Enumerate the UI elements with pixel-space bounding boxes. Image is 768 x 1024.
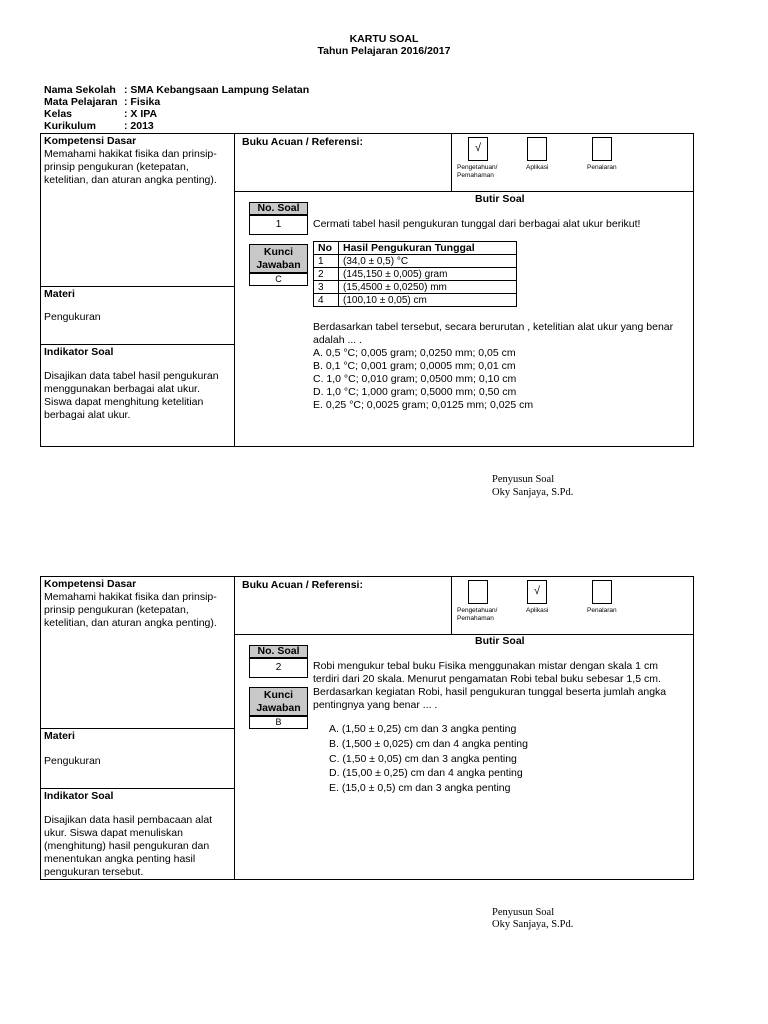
- kunci-jawaban-value: B: [249, 716, 308, 729]
- checkbox-pengetahuan[interactable]: √: [468, 137, 488, 161]
- card2-reference-row: [234, 577, 693, 635]
- checkbox-penalaran[interactable]: [592, 137, 612, 161]
- card1-left-column: [41, 134, 235, 446]
- card-title: KARTU SOAL: [349, 33, 419, 45]
- label-pengetahuan: Pengetahuan/ Pemahaman: [457, 164, 498, 179]
- materi-section: [41, 286, 234, 345]
- question-text: Cermati tabel hasil pengukuran tunggal dari berbagai alat ukur berikut!: [313, 218, 641, 230]
- kompetensi-label: Kompetensi Dasar: [44, 135, 137, 147]
- no-soal-label: No. Soal: [249, 645, 308, 658]
- indikator-text: Disajikan data hasil pembacaan alat ukur. Siswa dapat menuliskan (menghitung) hasil pengukuran dan menentukan angka penting hasil pengukuran tersebut.: [44, 814, 213, 878]
- kompetensi-text: Memahami hakikat fisika dan prinsip- prinsip pengukuran (ketepatan, ketelitian, dan aturan angka penting).: [44, 591, 217, 629]
- kompetensi-label: Kompetensi Dasar: [44, 578, 137, 590]
- kunci-jawaban-label: Kunci Jawaban: [249, 244, 308, 273]
- buku-acuan-label: Buku Acuan / Referensi:: [242, 579, 363, 591]
- indikator-section: [41, 788, 234, 879]
- option-a[interactable]: A. 0,5 °C; 0,005 gram; 0,0250 mm; 0,05 cm: [313, 347, 516, 359]
- table-header-no: No: [314, 242, 339, 255]
- checkbox-pengetahuan[interactable]: [468, 580, 488, 604]
- option-b[interactable]: B. (1,500 ± 0,025) cm dan 4 angka penting: [329, 738, 528, 750]
- indikator-label: Indikator Soal: [44, 346, 114, 358]
- no-soal-label: No. Soal: [249, 202, 308, 215]
- kunci-jawaban-value: C: [249, 273, 308, 286]
- option-a[interactable]: A. (1,50 ± 0,25) cm dan 3 angka penting: [329, 723, 517, 735]
- table-header-row: [314, 242, 517, 255]
- option-d[interactable]: D. 1,0 °C; 1,000 gram; 0,5000 mm; 0,50 cm: [313, 386, 517, 398]
- materi-label: Materi: [44, 730, 75, 742]
- label-aplikasi: Aplikasi: [526, 607, 549, 614]
- label-penalaran: Penalaran: [587, 607, 617, 614]
- buku-acuan-label: Buku Acuan / Referensi:: [242, 136, 363, 148]
- label-penalaran: Penalaran: [587, 164, 617, 171]
- materi-section: [41, 728, 234, 789]
- butir-soal-label: Butir Soal: [475, 193, 525, 205]
- option-b[interactable]: B. 0,1 °C; 0,001 gram; 0,0005 mm; 0,01 cm: [313, 360, 516, 372]
- table-row: 2 (145,150 ± 0,005) gram: [314, 268, 517, 281]
- no-soal-value: 2: [249, 658, 308, 678]
- option-c[interactable]: C. 1,0 °C; 0,010 gram; 0,0500 mm; 0,10 cm: [313, 373, 517, 385]
- option-c[interactable]: C. (1,50 ± 0,05) cm dan 3 angka penting: [329, 753, 517, 765]
- label-pengetahuan: Pengetahuan/ Pemahaman: [457, 607, 498, 622]
- question-prompt: Berdasarkan tabel tersebut, secara berurutan , ketelitian alat ukur yang benar adalah ... .: [313, 321, 674, 346]
- materi-text: Pengukuran: [44, 755, 101, 767]
- checkbox-penalaran[interactable]: [592, 580, 612, 604]
- kunci-jawaban-label: Kunci Jawaban: [249, 687, 308, 716]
- question-card-1: [40, 133, 694, 447]
- checkbox-aplikasi[interactable]: √: [527, 580, 547, 604]
- materi-text: Pengukuran: [44, 311, 101, 323]
- materi-label: Materi: [44, 288, 75, 300]
- info-curriculum: Kurikulum : 2013: [44, 120, 154, 132]
- table-row: 3 (15,4500 ± 0,0250) mm: [314, 281, 517, 294]
- table-row: 1 (34,0 ± 0,5) °C: [314, 255, 517, 268]
- signer-name-1: Oky Sanjaya, S.Pd.: [492, 487, 574, 498]
- cognitive-level: [451, 577, 695, 634]
- question-text: Robi mengukur tebal buku Fisika menggunakan mistar dengan skala 1 cm terdiri dari 20 skala. Menurut pengamatan Robi tebal buku sebesar 1,5 cm. Berdasarkan kegiatan Robi, hasil pengukuran tunggal beserta jumlah angka pentingnya yang benar ... .: [313, 660, 667, 711]
- checkbox-aplikasi[interactable]: [527, 137, 547, 161]
- option-e[interactable]: E. (15,0 ± 0,5) cm dan 3 angka penting: [329, 782, 511, 794]
- indikator-label: Indikator Soal: [44, 790, 114, 802]
- measurement-table: [313, 241, 517, 307]
- info-school: Nama Sekolah : SMA Kebangsaan Lampung Selatan: [44, 84, 310, 96]
- info-subject: Mata Pelajaran : Fisika: [44, 96, 161, 108]
- card1-reference-row: [234, 134, 693, 192]
- indikator-text: Disajikan data tabel hasil pengukuran menggunakan berbagai alat ukur. Siswa dapat menghitung ketelitian berbagai alat ukur.: [44, 370, 219, 421]
- signer-role-1: Penyusun Soal: [492, 474, 555, 485]
- label-aplikasi: Aplikasi: [526, 164, 549, 171]
- table-header-hasil: Hasil Pengukuran Tunggal: [339, 242, 517, 255]
- no-soal-value: 1: [249, 215, 308, 235]
- signer-name-2: Oky Sanjaya, S.Pd.: [492, 919, 574, 930]
- indikator-section: [41, 344, 234, 446]
- question-card-2: [40, 576, 694, 880]
- info-class: Kelas : X IPA: [44, 108, 158, 120]
- option-e[interactable]: E. 0,25 °C; 0,0025 gram; 0,0125 mm; 0,025 cm: [313, 399, 534, 411]
- table-row: 4 (100,10 ± 0,05) cm: [314, 294, 517, 307]
- option-d[interactable]: D. (15,00 ± 0,25) cm dan 4 angka penting: [329, 767, 523, 779]
- butir-soal-label: Butir Soal: [475, 635, 525, 647]
- kompetensi-text: Memahami hakikat fisika dan prinsip- prinsip pengukuran (ketepatan, ketelitian, dan aturan angka penting).: [44, 148, 217, 186]
- signer-role-2: Penyusun Soal: [492, 907, 555, 918]
- academic-year: Tahun Pelajaran 2016/2017: [317, 45, 451, 57]
- cognitive-level: [451, 134, 695, 191]
- card2-left-column: [41, 577, 235, 879]
